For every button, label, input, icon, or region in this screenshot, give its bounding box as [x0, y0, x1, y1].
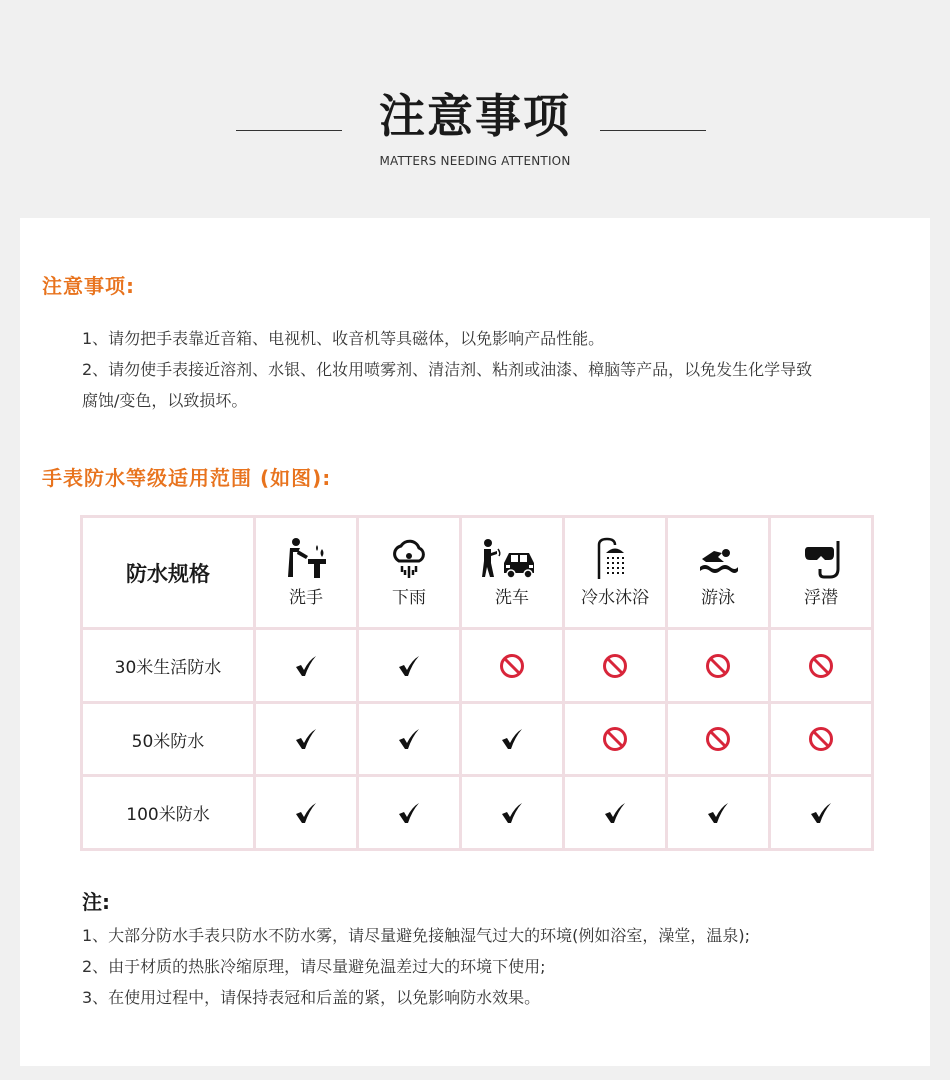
row-label-cell [82, 702, 255, 776]
row-label: 50米防水 [131, 731, 205, 752]
table-cell [770, 702, 873, 776]
checkmark-icon [256, 801, 356, 825]
prohibited-icon [462, 653, 562, 679]
table-row [82, 776, 873, 850]
row-label-cell [82, 629, 255, 703]
table-cell [255, 776, 358, 850]
column-header [255, 517, 358, 629]
column-header [564, 517, 667, 629]
prohibited-icon [771, 726, 871, 752]
table-cell [770, 629, 873, 703]
table-cell [358, 702, 461, 776]
table-cell [564, 776, 667, 850]
checkmark-icon [462, 727, 562, 751]
precautions-heading: 注意事项: [42, 274, 135, 298]
waterproof-spec-table [80, 515, 874, 851]
table-cell [667, 776, 770, 850]
table-cell [358, 629, 461, 703]
checkmark-icon [256, 654, 356, 678]
snorkel-mask-icon [771, 537, 871, 581]
column-label: 冷水沐浴 [581, 588, 649, 609]
table-cell [770, 776, 873, 850]
waterproof-range-heading: 手表防水等级适用范围 (如图): [42, 466, 332, 490]
prohibited-icon [565, 726, 665, 752]
row-label: 30米生活防水 [114, 658, 222, 679]
checkmark-icon [462, 801, 562, 825]
notes-list [82, 920, 912, 1013]
column-header [770, 517, 873, 629]
swimming-icon [668, 537, 768, 581]
prohibited-icon [771, 653, 871, 679]
prohibited-icon [565, 653, 665, 679]
column-header [461, 517, 564, 629]
checkmark-icon [771, 801, 871, 825]
checkmark-icon [359, 801, 459, 825]
table-cell [358, 776, 461, 850]
notes-heading: 注: [82, 890, 110, 914]
car-wash-icon [462, 537, 562, 581]
table-cell [461, 629, 564, 703]
table-row [82, 629, 873, 703]
column-label: 游泳 [701, 588, 735, 609]
title-divider-right [600, 130, 706, 131]
column-label: 洗车 [495, 588, 529, 609]
table-cell [667, 702, 770, 776]
corner-cell [82, 517, 255, 629]
prohibited-icon [668, 726, 768, 752]
precaution-item: 2、请勿使手表接近溶剂、水银、化妆用喷雾剂、清洁剂、粘剂或油漆、樟脑等产品，以免发生化学导致 [82, 360, 813, 379]
page-title: 注意事项 [379, 89, 571, 143]
checkmark-icon [565, 801, 665, 825]
note-item: 1、大部分防水手表只防水不防水雾，请尽量避免接触湿气过大的环境(例如浴室，澡堂，温泉); [82, 926, 751, 945]
table-cell [461, 702, 564, 776]
column-label: 下雨 [392, 588, 426, 609]
table-header-row [82, 517, 873, 629]
table-cell [667, 629, 770, 703]
row-label-cell [82, 776, 255, 850]
rain-cloud-icon [359, 537, 459, 581]
page-subtitle: MATTERS NEEDING ATTENTION [379, 154, 571, 168]
table-cell [461, 776, 564, 850]
row-label: 100米防水 [126, 805, 210, 826]
table-cell [255, 629, 358, 703]
note-item: 2、由于材质的热胀冷缩原理，请尽量避免温差过大的环境下使用; [82, 957, 546, 976]
table-cell [564, 702, 667, 776]
table-cell [564, 629, 667, 703]
spec-label: 防水规格 [126, 561, 210, 586]
column-label: 浮潜 [804, 588, 838, 609]
precaution-item: 1、请勿把手表靠近音箱、电视机、收音机等具磁体，以免影响产品性能。 [82, 329, 605, 348]
note-item: 3、在使用过程中，请保持表冠和后盖的紧，以免影响防水效果。 [82, 988, 541, 1007]
checkmark-icon [359, 727, 459, 751]
column-label: 洗手 [289, 588, 323, 609]
content-card [20, 218, 930, 1066]
checkmark-icon [668, 801, 768, 825]
precautions-list [82, 323, 902, 416]
column-header [358, 517, 461, 629]
checkmark-icon [359, 654, 459, 678]
checkmark-icon [256, 727, 356, 751]
hand-wash-icon [256, 537, 356, 581]
precaution-item-continued: 腐蚀/变色，以致损坏。 [82, 391, 248, 410]
table-cell [255, 702, 358, 776]
shower-icon [565, 537, 665, 581]
table-row [82, 702, 873, 776]
column-header [667, 517, 770, 629]
prohibited-icon [668, 653, 768, 679]
page-header [0, 0, 950, 200]
